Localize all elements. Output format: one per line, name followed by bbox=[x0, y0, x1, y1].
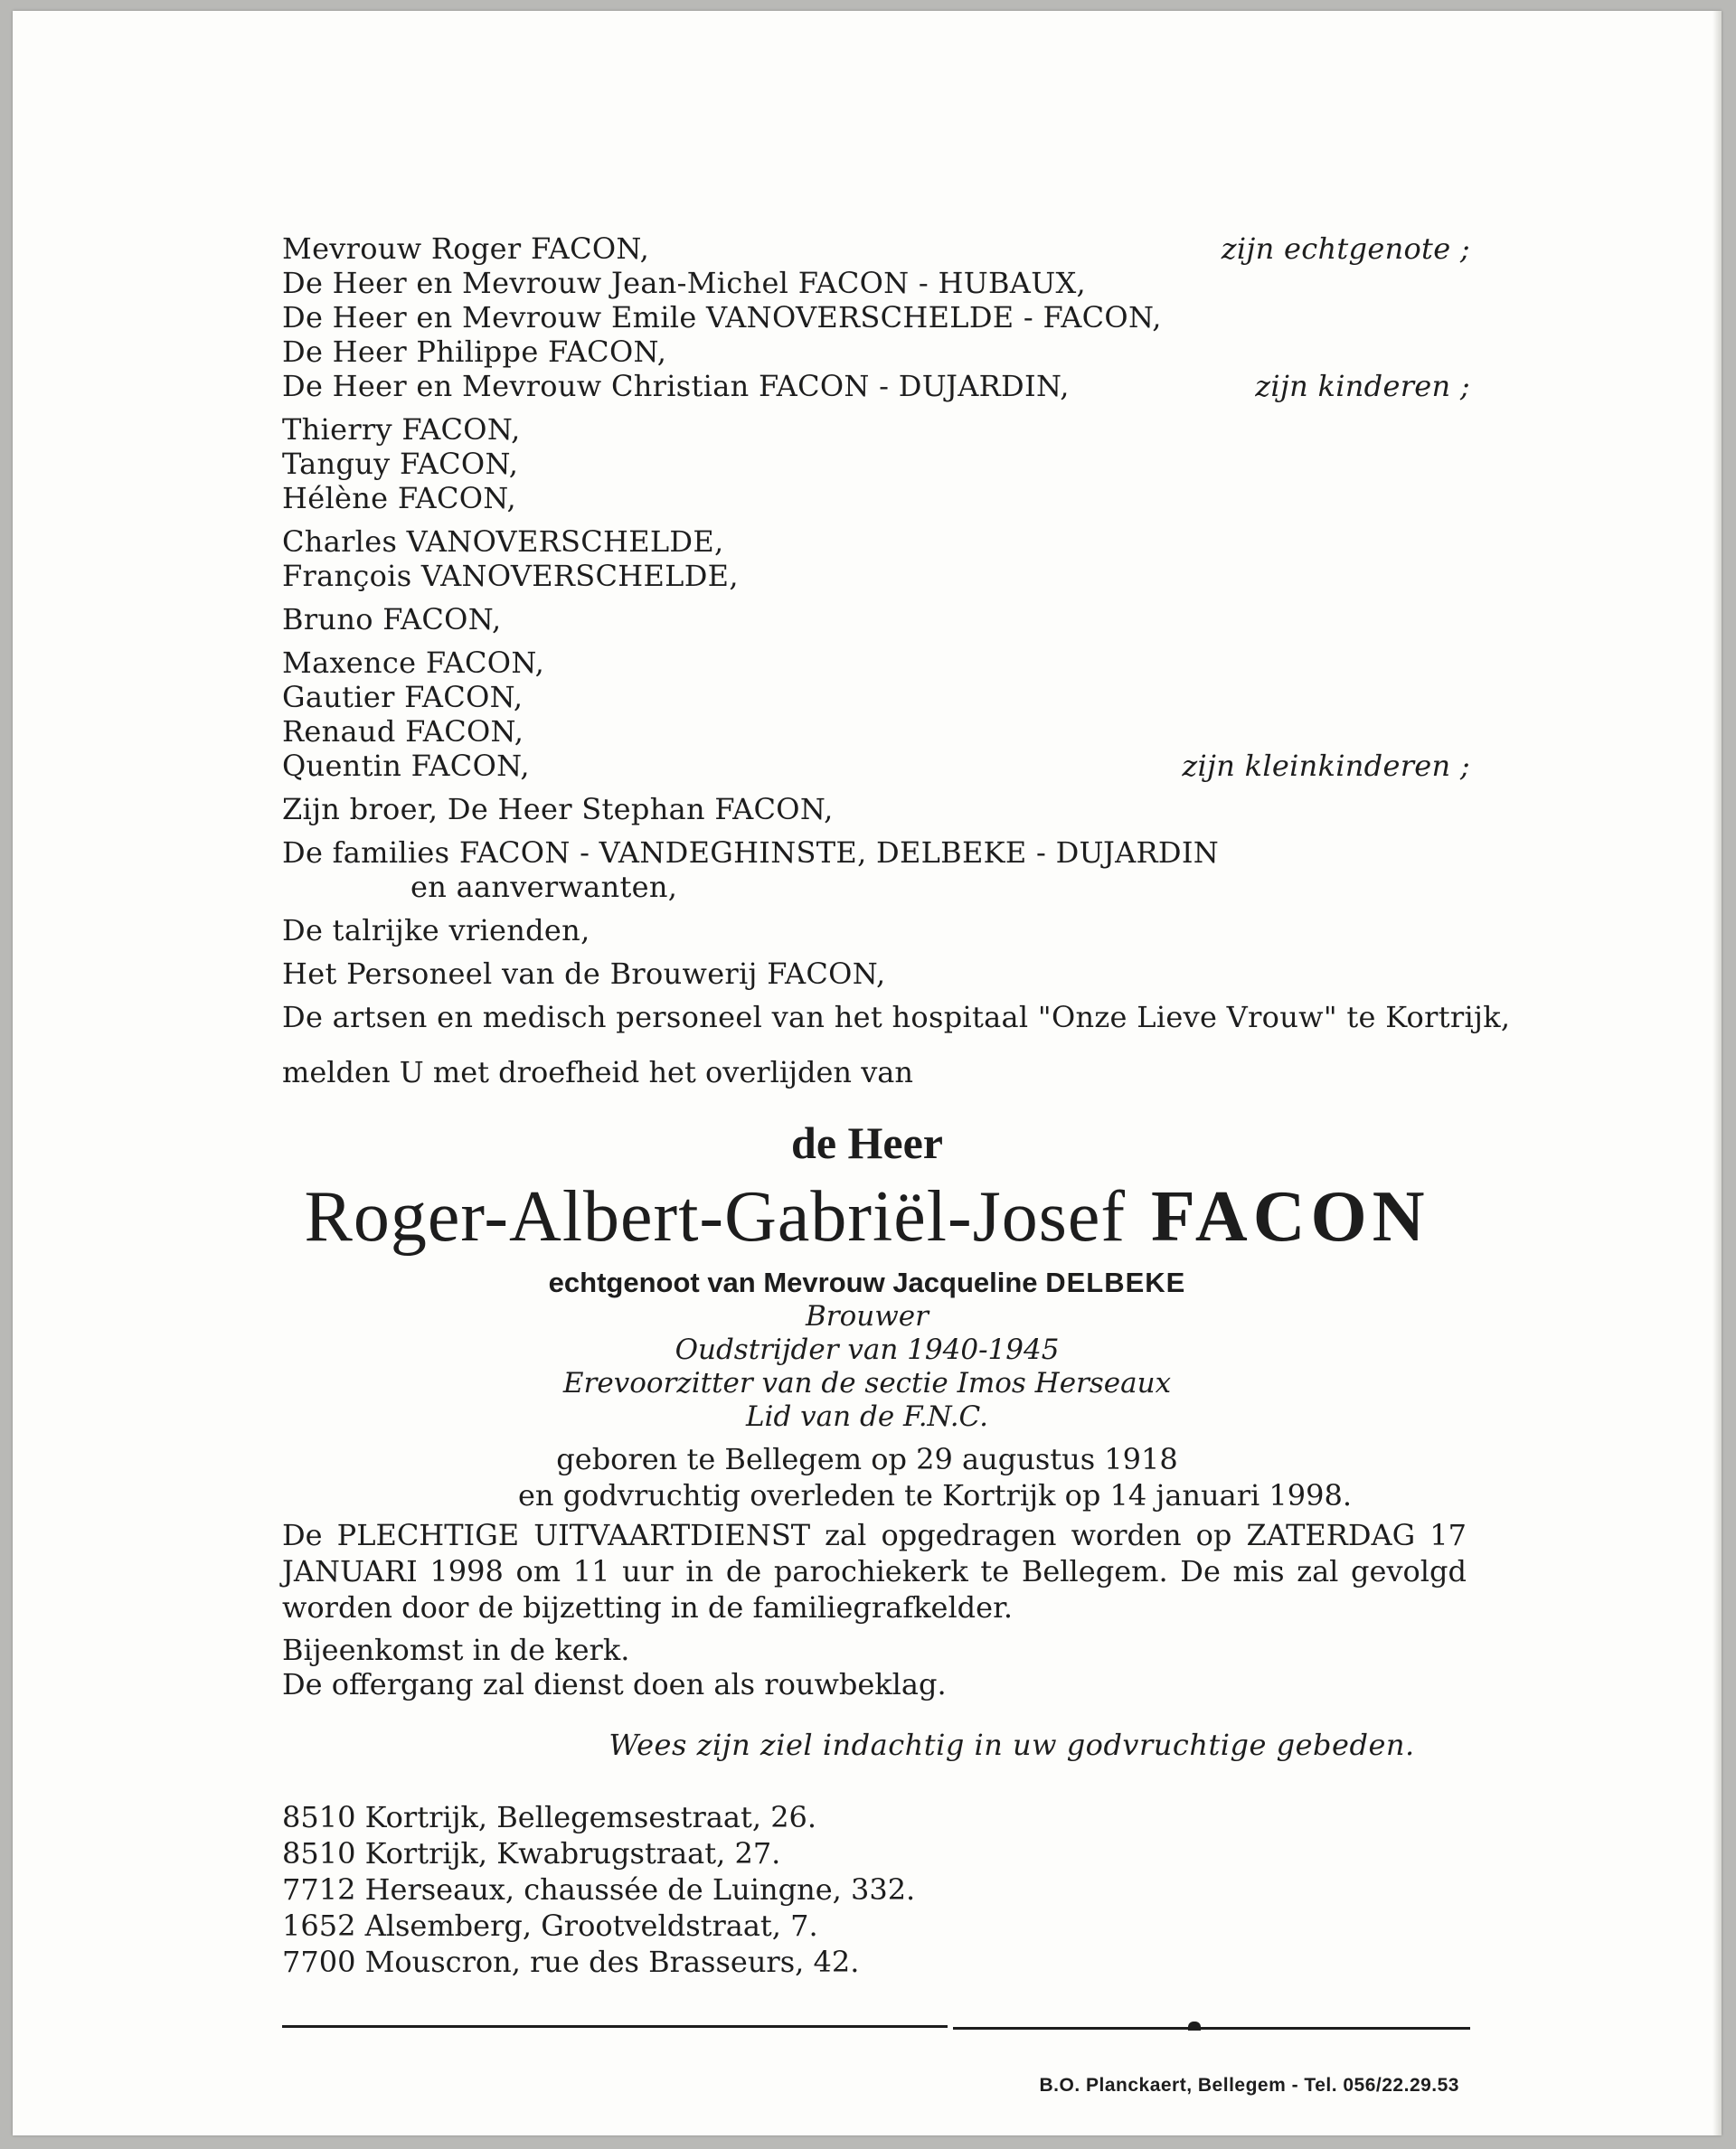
family-role: zijn kinderen ; bbox=[1255, 369, 1470, 403]
surname: FACON bbox=[1151, 1177, 1430, 1257]
family-row bbox=[282, 231, 1470, 266]
family-name: Hélène FACON, bbox=[282, 481, 517, 515]
family-row bbox=[282, 835, 1470, 870]
family-row bbox=[282, 369, 1470, 403]
family-row bbox=[282, 749, 1470, 783]
family-name: Zijn broer, De Heer Stephan FACON, bbox=[282, 792, 834, 826]
family-name: Renaud FACON, bbox=[282, 714, 524, 749]
family-row bbox=[282, 335, 1470, 369]
family-name: De talrijke vrienden, bbox=[282, 913, 590, 947]
obituary-card bbox=[13, 11, 1722, 2135]
address-line: 7700 Mouscron, rue des Brasseurs, 42. bbox=[282, 1945, 860, 1979]
spouse-line bbox=[13, 1266, 1722, 1300]
title-line: Oudstrijder van 1940-1945 bbox=[675, 1334, 1060, 1366]
family-row bbox=[282, 481, 1470, 515]
family-row bbox=[282, 680, 1470, 714]
family-name: De families FACON - VANDEGHINSTE, DELBEKE - DUJARDIN bbox=[282, 835, 1220, 870]
spouse-prefix: echtgenoot van Mevrouw Jacqueline bbox=[548, 1267, 1038, 1298]
dates bbox=[13, 1441, 1722, 1513]
title-line: Erevoorzitter van de sectie Imos Herseaux bbox=[562, 1367, 1172, 1400]
address-list bbox=[282, 1799, 915, 1980]
family-row bbox=[282, 447, 1470, 481]
honorific: de Heer bbox=[791, 1117, 943, 1168]
family-role: zijn echtgenote ; bbox=[1221, 231, 1470, 266]
family-row bbox=[282, 524, 1470, 559]
divider-rule bbox=[282, 2025, 948, 2028]
family-row bbox=[282, 913, 1470, 947]
gathering-line: Bijeenkomst in de kerk. bbox=[282, 1633, 630, 1667]
given-names: Roger-Albert-Gabriël-Josef bbox=[304, 1177, 1126, 1257]
printer-credit: B.O. Planckaert, Bellegem - Tel. 056/22.29.53 bbox=[1039, 2075, 1459, 2096]
birth-line: geboren te Bellegem op 29 augustus 1918 bbox=[556, 1442, 1178, 1476]
family-name: François VANOVERSCHELDE, bbox=[282, 559, 739, 593]
death-line: en godvruchtig overleden te Kortrijk op 14 januari 1998. bbox=[517, 1478, 1353, 1513]
family-name: Quentin FACON, bbox=[282, 749, 530, 783]
family-row bbox=[282, 792, 1470, 826]
offering-line: De offergang zal dienst doen als rouwbeklag. bbox=[282, 1667, 947, 1701]
announcement: melden U met droefheid het overlijden van bbox=[282, 1055, 913, 1089]
family-name: De Heer en Mevrouw Christian FACON - DUJARDIN, bbox=[282, 369, 1070, 403]
family-name: en aanverwanten, bbox=[410, 870, 678, 904]
family-name: Charles VANOVERSCHELDE, bbox=[282, 524, 724, 559]
funeral-paragraph: De PLECHTIGE UITVAARTDIENST zal opgedragen worden op ZATERDAG 17 JANUARI 1998 om 11 uur in de parochiekerk te Bellegem. De mis zal gevolgd worden door de bijzetting in de familiegrafkelder. bbox=[282, 1518, 1467, 1625]
address-line: 1652 Alsemberg, Grootveldstraat, 7. bbox=[282, 1909, 818, 1943]
family-row bbox=[282, 412, 1470, 447]
family-row bbox=[282, 602, 1470, 636]
family-row bbox=[282, 870, 1470, 904]
family-name: De Heer Philippe FACON, bbox=[282, 335, 667, 369]
family-name: De Heer en Mevrouw Emile VANOVERSCHELDE - FACON, bbox=[282, 300, 1162, 335]
family-list bbox=[282, 231, 1511, 1034]
family-name: Bruno FACON, bbox=[282, 602, 502, 636]
prayer-line: Wees zijn ziel indachtig in uw godvruchtige gebeden. bbox=[609, 1728, 1415, 1762]
family-row bbox=[282, 300, 1470, 335]
titles bbox=[13, 1300, 1722, 1434]
family-name: Thierry FACON, bbox=[282, 412, 521, 447]
title-line: Lid van de F.N.C. bbox=[745, 1400, 989, 1433]
family-name: De Heer en Mevrouw Jean-Michel FACON - HUBAUX, bbox=[282, 266, 1087, 300]
family-row bbox=[282, 714, 1470, 749]
family-name: Gautier FACON, bbox=[282, 680, 524, 714]
deceased-name bbox=[13, 1173, 1722, 1260]
family-role: zijn kleinkinderen ; bbox=[1182, 749, 1470, 783]
family-name: De artsen en medisch personeel van het hospitaal "Onze Lieve Vrouw" te Kortrijk, bbox=[282, 1000, 1511, 1034]
family-name: Tanguy FACON, bbox=[282, 447, 519, 481]
divider-rule bbox=[953, 2027, 1470, 2030]
title-line: Brouwer bbox=[806, 1300, 929, 1333]
address-line: 7712 Herseaux, chaussée de Luingne, 332. bbox=[282, 1872, 916, 1907]
family-row bbox=[282, 1000, 1511, 1034]
family-row bbox=[282, 646, 1470, 680]
family-name: Mevrouw Roger FACON, bbox=[282, 231, 650, 266]
notes bbox=[282, 1633, 947, 1701]
family-name: Maxence FACON, bbox=[282, 646, 545, 680]
family-row bbox=[282, 559, 1470, 593]
address-line: 8510 Kortrijk, Bellegemsestraat, 26. bbox=[282, 1800, 817, 1834]
spouse-surname: DELBEKE bbox=[1045, 1267, 1186, 1298]
fold-shadow bbox=[1712, 11, 1722, 2135]
family-row bbox=[282, 957, 1470, 991]
family-name: Het Personeel van de Brouwerij FACON, bbox=[282, 957, 886, 991]
address-line: 8510 Kortrijk, Kwabrugstraat, 27. bbox=[282, 1836, 781, 1871]
family-row bbox=[282, 266, 1470, 300]
